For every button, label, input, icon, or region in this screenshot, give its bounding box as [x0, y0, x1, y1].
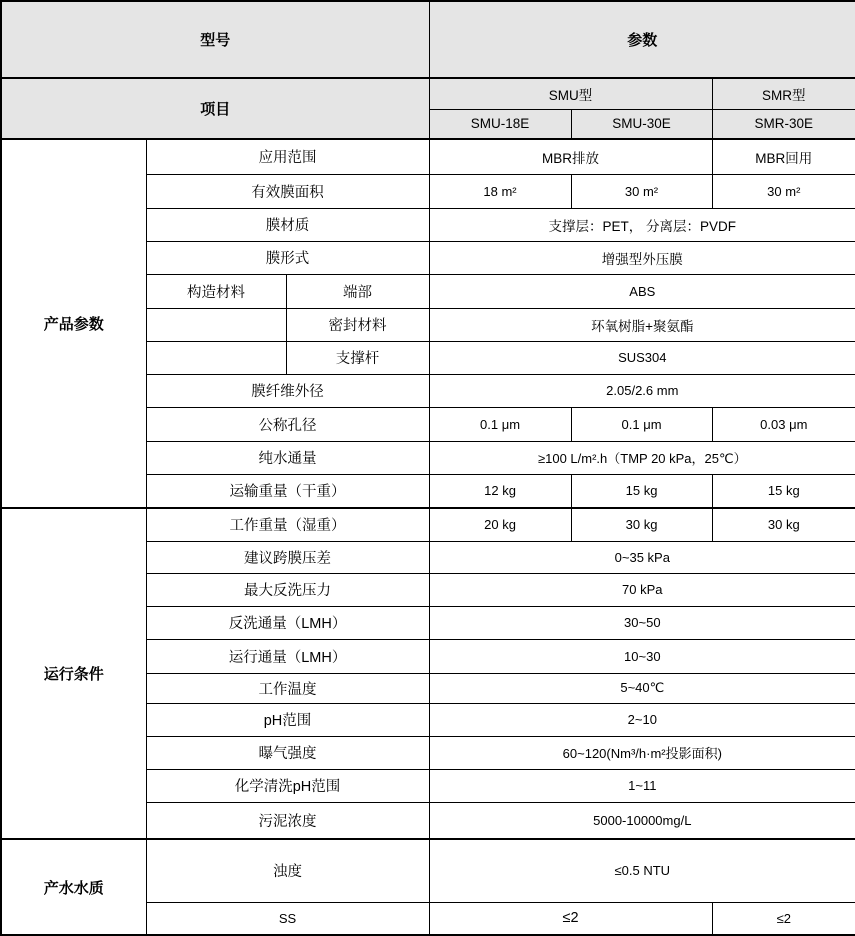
row-value: 10~30 [429, 639, 855, 673]
row-value: 5~40℃ [429, 673, 855, 703]
row-value: SUS304 [429, 341, 855, 374]
row-label: 应用范围 [146, 139, 429, 174]
row-value: 0.1 μm [429, 407, 571, 441]
header-series-smu: SMU型 [429, 78, 712, 109]
row-value: 0~35 kPa [429, 541, 855, 573]
row-label: 运输重量（干重） [146, 474, 429, 508]
row-value: ≤0.5 NTU [429, 839, 855, 902]
header-series-smr: SMR型 [712, 78, 855, 109]
row-value: ≤2 [429, 902, 712, 935]
row-value: MBR回用 [712, 139, 855, 174]
row-value: 30 kg [571, 508, 712, 541]
row-value: 5000-10000mg/L [429, 802, 855, 839]
row-sublabel: 支撑杆 [286, 341, 429, 374]
row-label: 膜形式 [146, 241, 429, 274]
row-value: ≤2 [712, 902, 855, 935]
row-value: 12 kg [429, 474, 571, 508]
row-value: 60~120(Nm³/h·m²投影面积) [429, 736, 855, 769]
row-value: 30~50 [429, 606, 855, 639]
row-label: 建议跨膜压差 [146, 541, 429, 573]
row-label: 反洗通量（LMH） [146, 606, 429, 639]
row-value: ≥100 L/m².h（TMP 20 kPa，25℃） [429, 441, 855, 474]
row-label: 运行通量（LMH） [146, 639, 429, 673]
header-item-cell: 项目 [1, 78, 429, 139]
group-label-operating-conditions: 运行条件 [1, 508, 146, 839]
row-label: 化学清洗pH范围 [146, 769, 429, 802]
row-label: 浊度 [146, 839, 429, 902]
group-label-product-water-quality: 产水水质 [1, 839, 146, 935]
row-label: 最大反洗压力 [146, 573, 429, 606]
row-value: 20 kg [429, 508, 571, 541]
row-value: 增强型外压膜 [429, 241, 855, 274]
row-value: 15 kg [712, 474, 855, 508]
group-label-product-params: 产品参数 [1, 139, 146, 508]
header-model-cell: 型号 [1, 1, 429, 78]
row-value: MBR排放 [429, 139, 712, 174]
row-sublabel: 密封材料 [286, 308, 429, 341]
row-label-empty [146, 308, 286, 341]
header-model-smu30e: SMU-30E [571, 109, 712, 139]
row-label-empty [146, 341, 286, 374]
row-value: ABS [429, 274, 855, 308]
row-sublabel: 端部 [286, 274, 429, 308]
header-parameter-cell: 参数 [429, 1, 855, 78]
row-label: 工作温度 [146, 673, 429, 703]
row-label: 膜纤维外径 [146, 374, 429, 407]
row-label: 膜材质 [146, 208, 429, 241]
row-value: 2.05/2.6 mm [429, 374, 855, 407]
row-label: 污泥浓度 [146, 802, 429, 839]
row-label-ss: SS [146, 902, 429, 935]
row-value: 18 m² [429, 174, 571, 208]
row-value: 30 m² [571, 174, 712, 208]
row-value: 30 kg [712, 508, 855, 541]
row-label: 公称孔径 [146, 407, 429, 441]
row-label: 曝气强度 [146, 736, 429, 769]
row-value: 0.1 μm [571, 407, 712, 441]
header-model-smr30e: SMR-30E [712, 109, 855, 139]
row-value: 1~11 [429, 769, 855, 802]
row-value: 支撑层：PET， 分离层：PVDF [429, 208, 855, 241]
row-value: 0.03 μm [712, 407, 855, 441]
row-label: pH范围 [146, 703, 429, 736]
row-value: 2~10 [429, 703, 855, 736]
row-label: 纯水通量 [146, 441, 429, 474]
row-label: 有效膜面积 [146, 174, 429, 208]
row-label: 工作重量（湿重） [146, 508, 429, 541]
row-label-construction-material: 构造材料 [146, 274, 286, 308]
row-value: 70 kPa [429, 573, 855, 606]
row-value: 环氧树脂+聚氨酯 [429, 308, 855, 341]
row-value: 30 m² [712, 174, 855, 208]
row-value: 15 kg [571, 474, 712, 508]
header-model-smu18e: SMU-18E [429, 109, 571, 139]
